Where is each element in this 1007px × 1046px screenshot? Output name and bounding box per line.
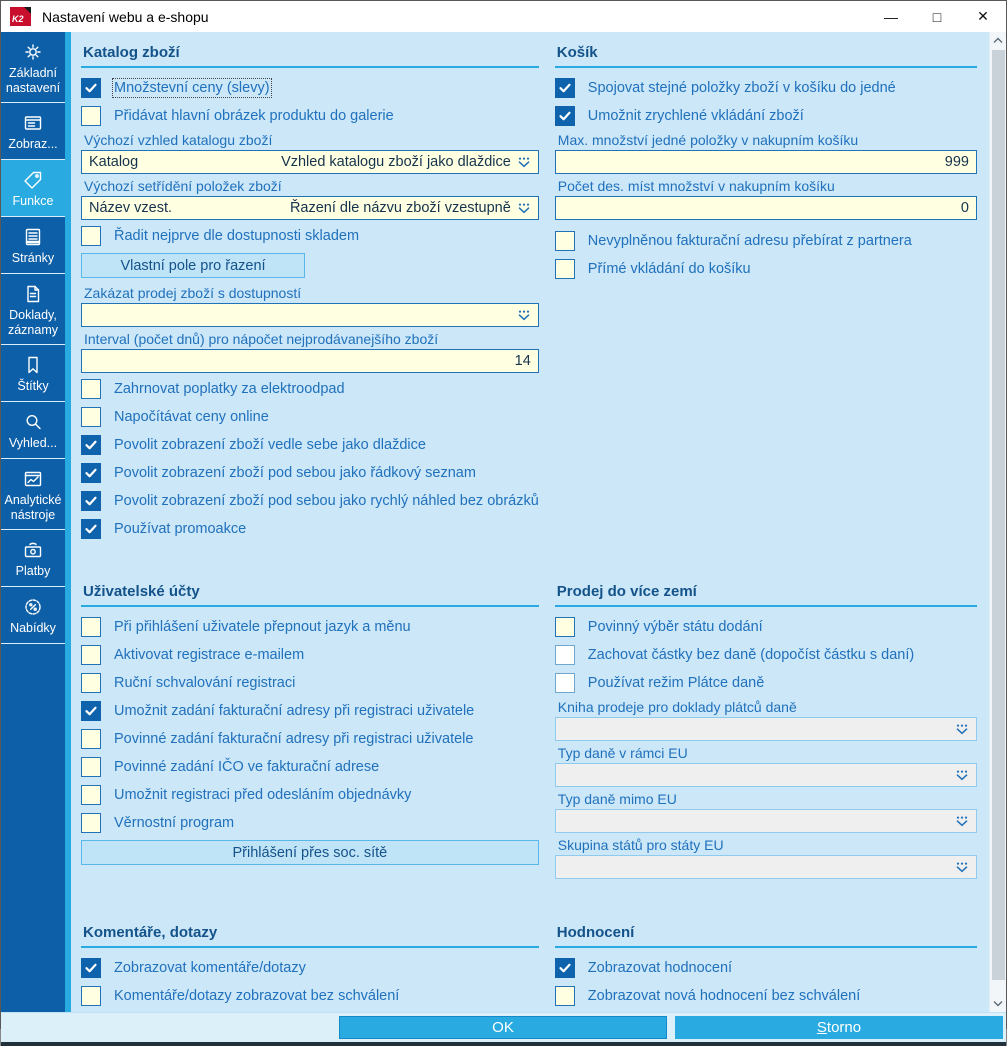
scroll-up-arrow[interactable] [990, 32, 1007, 49]
checkbox-label: Zachovat částky bez daně (dopočíst částku s daní) [587, 647, 915, 663]
analytics-icon [22, 467, 44, 491]
checkbox-label: Přidávat hlavní obrázek produktu do galerie [114, 108, 394, 124]
checkbox-umoznit-fakturacni-adresu[interactable] [81, 701, 101, 721]
checkbox-zobrazovat-hodnoceni[interactable] [555, 958, 575, 978]
checkbox-zrychlene-vkladani[interactable] [555, 106, 575, 126]
section-title: Uživatelské účty [81, 579, 539, 607]
checkbox-row [555, 643, 977, 667]
checkbox-radit-dostupnost[interactable] [81, 226, 101, 246]
dropdown-icon [517, 310, 531, 321]
section-kosik [555, 40, 977, 545]
sidebar-filler [1, 644, 65, 1012]
checkbox-row [555, 984, 977, 1008]
sidebar-item-funkce[interactable]: Funkce [1, 160, 65, 217]
checkbox-row [81, 783, 539, 807]
prihlaseni-soc-site-button[interactable]: Přihlášení přes soc. sítě [81, 840, 539, 865]
sidebar-item-zakladni-nastaveni[interactable]: Základní nastavení [1, 32, 65, 103]
field-label: Typ daně mimo EU [557, 791, 677, 807]
checkbox-label: Zobrazovat nová hodnocení bez schválení [587, 988, 861, 1004]
checkbox-label: Při přihlášení uživatele přepnout jazyk a měnu [114, 619, 411, 635]
field-label: Kniha prodeje pro doklady plátců daně [557, 699, 797, 715]
sidebar [1, 32, 65, 1012]
section-uzivatelske-ucty [81, 579, 539, 882]
combo-skupina-statu[interactable] [555, 855, 977, 879]
combo-typ-dane-eu[interactable] [555, 763, 977, 787]
sidebar-item-zobrazeni[interactable]: Zobraz... [1, 103, 65, 160]
combo-vychozi-setrideni[interactable]: Název vzest. Řazení dle názvu zboží vzestupně [81, 196, 539, 220]
field-label: Skupina států pro státy EU [557, 837, 724, 853]
checkbox-zobrazovat-komentare[interactable] [81, 958, 101, 978]
bookmark-icon [22, 353, 44, 377]
field-label: Výchozí setřídění položek zboží [84, 178, 282, 194]
checkbox-label: Aktivovat registrace e-mailem [114, 647, 305, 663]
dialog-footer [1, 1012, 1006, 1042]
checkbox-label: Zahrnovat poplatky za elektroodpad [114, 381, 345, 397]
checkbox-row [81, 489, 539, 513]
combo-typ-dane-mimo-eu[interactable] [555, 809, 977, 833]
field-label: Interval (počet dnů) pro nápočet nejprodávanejšího zboží [84, 331, 439, 347]
checkbox-label: Ruční schvalování registraci [114, 675, 296, 691]
checkbox-mnozstevni-ceny[interactable] [81, 78, 101, 98]
checkbox-dlazdice[interactable] [81, 435, 101, 455]
display-settings-icon [22, 111, 44, 135]
checkbox-row [81, 671, 539, 695]
checkbox-row [81, 727, 539, 751]
checkbox-prime-vkladani[interactable] [555, 259, 575, 279]
checkbox-radkovy-seznam[interactable] [81, 463, 101, 483]
payments-icon [22, 538, 44, 562]
sidebar-item-platby[interactable]: Platby [1, 530, 65, 587]
checkbox-label: Věrnostní program [114, 815, 235, 831]
documents-icon [22, 282, 44, 306]
checkbox-label: Množstevní ceny (slevy) [114, 80, 270, 96]
section-title: Prodej do více zemí [555, 579, 977, 607]
checkbox-row [81, 811, 539, 835]
sidebar-item-stitky[interactable]: Štítky [1, 345, 65, 402]
checkbox-komentare-bez-schvaleni[interactable] [81, 986, 101, 1006]
checkbox-label: Povinné zadání fakturační adresy při registraci uživatele [114, 731, 474, 747]
checkbox-row [81, 104, 539, 128]
checkbox-vernostni-program[interactable] [81, 813, 101, 833]
checkbox-row [555, 671, 977, 695]
checkbox-label: Spojovat stejné položky zboží v košíku do jedné [587, 80, 896, 96]
checkbox-row [81, 433, 539, 457]
dropdown-icon [955, 862, 969, 873]
close-button[interactable]: ✕ [977, 8, 989, 24]
checkbox-label: Povolit zobrazení zboží pod sebou jako řádkový seznam [114, 465, 476, 481]
tag-icon [22, 168, 44, 192]
titlebar [1, 1, 1006, 32]
checkbox-elektroodpad[interactable] [81, 379, 101, 399]
checkbox-rezim-platce-dane[interactable] [555, 673, 575, 693]
checkbox-row [555, 956, 977, 980]
checkbox-registrace-pred-odeslanim[interactable] [81, 785, 101, 805]
checkbox-zachovat-castky[interactable] [555, 645, 575, 665]
field-label: Zakázat prodej zboží s dostupností [84, 285, 302, 301]
combo-zakazat-prodej[interactable] [81, 303, 539, 327]
section-title: Hodnocení [555, 920, 977, 948]
checkbox-row [81, 517, 539, 541]
checkbox-label: Umožnit zrychlené vkládání zboží [587, 108, 804, 124]
gear-icon [22, 40, 44, 64]
minimize-button[interactable]: — [884, 8, 898, 25]
checkbox-rucni-schvalovani[interactable] [81, 673, 101, 693]
window-bottom-edge [1, 1042, 1006, 1046]
checkbox-row [81, 461, 539, 485]
sidebar-item-nabidky[interactable]: Nabídky [1, 587, 65, 644]
vlastni-pole-button[interactable]: Vlastní pole pro řazení [81, 253, 305, 278]
checkbox-row [81, 224, 539, 248]
checkbox-povinne-ico[interactable] [81, 757, 101, 777]
ok-button[interactable]: OK [339, 1016, 667, 1039]
pocet-des-mist-input[interactable] [555, 196, 977, 220]
checkbox-row [555, 615, 977, 639]
section-komentare-dotazy [81, 920, 539, 1012]
checkbox-nova-hodnoceni-bez-schvaleni[interactable] [555, 986, 575, 1006]
storno-button[interactable]: Storno [675, 1016, 1003, 1039]
settings-content [71, 32, 989, 1012]
checkbox-label: Komentáře/dotazy zobrazovat bez schválení [114, 988, 400, 1004]
section-hodnoceni [555, 920, 977, 1012]
section-title: Komentáře, dotazy [81, 920, 539, 948]
field-label: Počet des. míst množství v nakupním košíku [557, 178, 835, 194]
checkbox-label: Povinné zadání IČO ve fakturační adrese [114, 759, 380, 775]
checkbox-aktivovat-registrace[interactable] [81, 645, 101, 665]
checkbox-prepnout-jazyk[interactable] [81, 617, 101, 637]
checkbox-row [81, 377, 539, 401]
checkbox-row [81, 956, 539, 980]
field-label: Max. množství jedné položky v nakupním košíku [557, 132, 859, 148]
combo-kniha-prodeje[interactable] [555, 717, 977, 741]
interval-input[interactable] [81, 349, 539, 373]
checkbox-label: Zobrazovat hodnocení [587, 960, 733, 976]
checkbox-row [81, 615, 539, 639]
sidebar-item-analyticke-nastroje[interactable]: Analytické nástroje [1, 459, 65, 530]
vertical-scrollbar[interactable] [989, 32, 1006, 1012]
scrollbar-thumb[interactable] [992, 50, 1005, 980]
checkbox-fakturacni-adresa-partner[interactable] [555, 231, 575, 251]
dropdown-icon [517, 157, 531, 168]
section-title: Košík [555, 40, 977, 68]
dropdown-icon [517, 203, 531, 214]
section-prodej-do-vice-zemi [555, 579, 977, 882]
sidebar-item-doklady-zaznamy[interactable]: Doklady, záznamy [1, 274, 65, 345]
k2-app-icon: K2 [10, 7, 31, 26]
checkbox-povinny-vyber-statu[interactable] [555, 617, 575, 637]
checkbox-label: Přímé vkládání do košíku [587, 261, 751, 277]
field-label: Typ daně v rámci EU [557, 745, 688, 761]
checkbox-row [81, 984, 539, 1008]
checkbox-label: Používat režim Plátce daně [587, 675, 765, 691]
window-title: Nastavení webu a e-shopu [42, 8, 209, 25]
checkbox-pridavat-obrazek[interactable] [81, 106, 101, 126]
checkbox-row [81, 699, 539, 723]
checkbox-label: Povinný výběr státu dodání [587, 619, 763, 635]
pages-icon [22, 225, 44, 249]
dropdown-icon [955, 770, 969, 781]
checkbox-rychly-nahled[interactable] [81, 491, 101, 511]
maximize-button[interactable]: □ [932, 8, 942, 25]
sidebar-item-stranky[interactable]: Stránky [1, 217, 65, 274]
checkbox-label: Napočítávat ceny online [114, 409, 269, 425]
combo-vychozi-vzhled[interactable]: Katalog Vzhled katalogu zboží jako dlaždice [81, 150, 539, 174]
field-label: Výchozí vzhled katalogu zboží [84, 132, 273, 148]
checkbox-row [555, 104, 977, 128]
checkbox-label: Povolit zobrazení zboží vedle sebe jako dlaždice [114, 437, 426, 453]
checkbox-spojovat-polozky[interactable] [555, 78, 575, 98]
checkbox-row [81, 76, 539, 100]
checkbox-row [555, 229, 977, 253]
checkbox-label: Zobrazovat komentáře/dotazy [114, 960, 306, 976]
search-icon [22, 410, 44, 434]
checkbox-label: Používat promoakce [114, 521, 247, 537]
checkbox-row [555, 76, 977, 100]
checkbox-label: Nevyplněnou fakturační adresu přebírat z partnera [587, 233, 912, 249]
checkbox-label: Umožnit registraci před odesláním objednávky [114, 787, 412, 803]
checkbox-label: Řadit nejprve dle dostupnosti skladem [114, 228, 360, 244]
checkbox-row [81, 755, 539, 779]
dropdown-icon [955, 816, 969, 827]
offers-icon [22, 595, 44, 619]
checkbox-povinne-fakturacni-adresy[interactable] [81, 729, 101, 749]
checkbox-row [555, 257, 977, 281]
checkbox-label: Povolit zobrazení zboží pod sebou jako rychlý náhled bez obrázků [114, 493, 539, 509]
scroll-down-arrow[interactable] [990, 995, 1007, 1012]
section-katalog-zbozi [81, 40, 539, 545]
checkbox-row [81, 643, 539, 667]
checkbox-label: Umožnit zadání fakturační adresy při registraci uživatele [114, 703, 475, 719]
dropdown-icon [955, 724, 969, 735]
sidebar-item-vyhledavani[interactable]: Vyhled... [1, 402, 65, 459]
checkbox-row [81, 405, 539, 429]
max-mnozstvi-input[interactable] [555, 150, 977, 174]
section-title: Katalog zboží [81, 40, 539, 68]
checkbox-promoakce[interactable] [81, 519, 101, 539]
checkbox-ceny-online[interactable] [81, 407, 101, 427]
